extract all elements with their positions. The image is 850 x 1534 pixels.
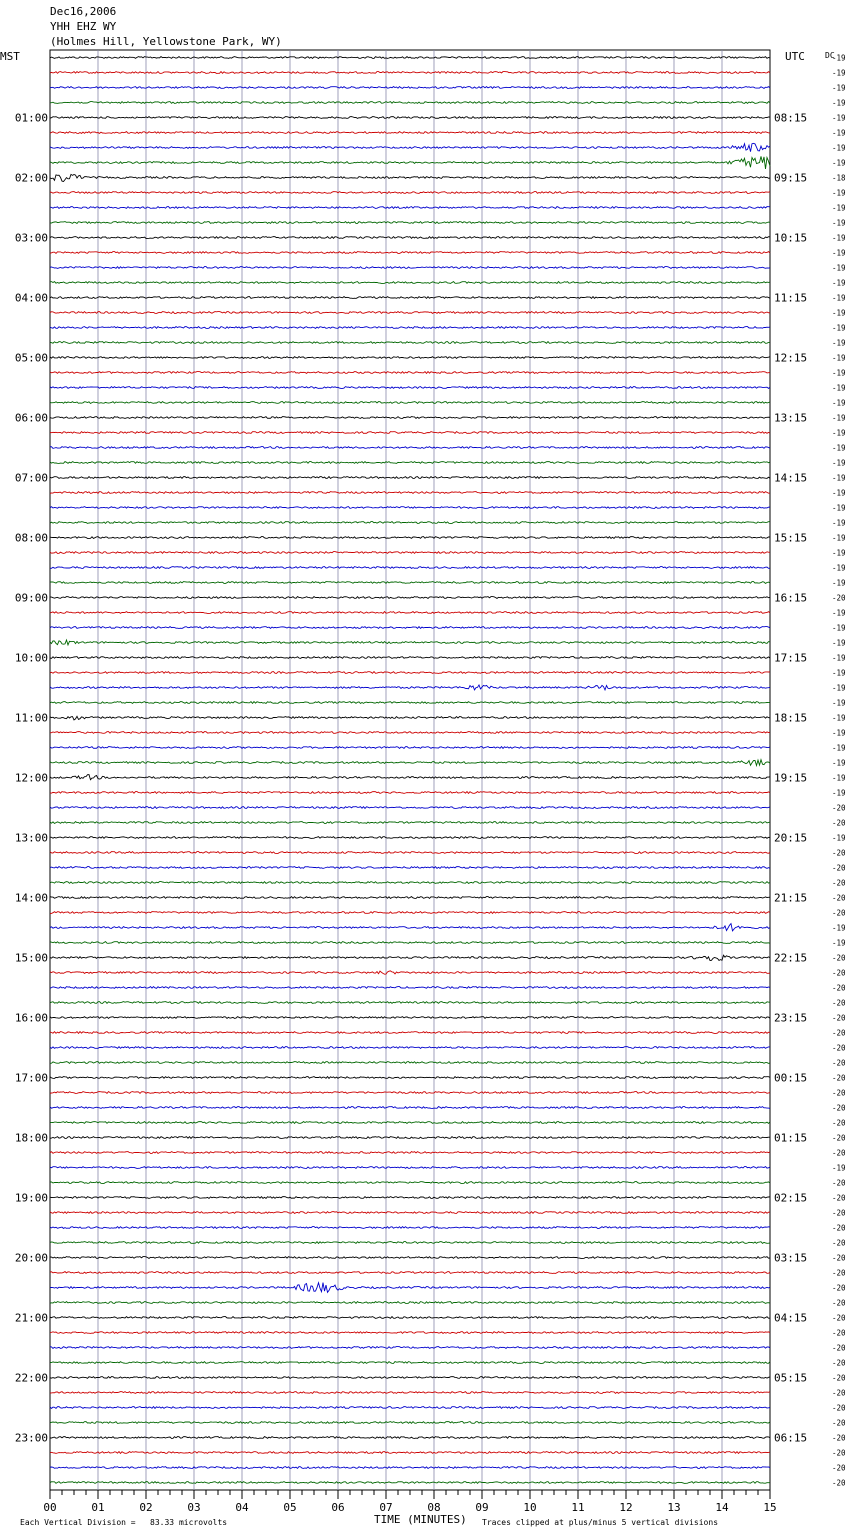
dc-offset-label: -19 [832, 113, 846, 123]
seismic-trace [50, 87, 770, 89]
seismic-trace [50, 282, 770, 284]
utc-hour-label: 01:15 [774, 1131, 808, 1145]
seismic-trace [50, 252, 770, 254]
dc-offset-label: -19 [832, 698, 846, 708]
dc-offset-label: -20 [832, 953, 846, 963]
dc-offset-label: -19 [832, 728, 846, 738]
seismic-trace [50, 1227, 770, 1229]
seismic-trace [50, 702, 770, 704]
dc-offset-label: -19 [832, 923, 846, 933]
dc-offset-label: -19 [832, 1163, 846, 1173]
seismic-trace [50, 612, 770, 614]
dc-offset-label: -19 [832, 53, 846, 63]
dc-offset-label: -20 [832, 1388, 846, 1398]
dc-offset-label: -20 [832, 1058, 846, 1068]
dc-offset-label: -19 [832, 473, 846, 483]
mst-hour-label: 13:00 [14, 831, 48, 845]
seismic-trace [50, 582, 770, 584]
seismic-trace [50, 1197, 770, 1199]
dc-offset-label: -19 [832, 683, 846, 693]
dc-offset-label: -20 [832, 1313, 846, 1323]
dc-offset-label: -18 [832, 173, 846, 183]
utc-hour-label: 11:15 [774, 291, 808, 305]
dc-offset-label: -20 [832, 863, 846, 873]
seismic-trace [50, 1302, 770, 1304]
dc-offset-label: -20 [832, 1433, 846, 1443]
seismic-trace [50, 685, 770, 690]
x-tick-label: 00 [43, 1501, 57, 1514]
seismic-trace [50, 1467, 770, 1469]
dc-offset-label: -20 [832, 1478, 846, 1488]
seismic-trace [50, 837, 770, 839]
record-date: Dec16,2006 [50, 5, 117, 18]
mst-hour-label: 01:00 [14, 111, 48, 125]
x-axis-title: TIME (MINUTES) [374, 1513, 467, 1526]
x-tick-label: 15 [763, 1501, 777, 1514]
seismic-trace [50, 640, 770, 645]
mst-hour-label: 14:00 [14, 891, 48, 905]
dc-offset-label: -19 [832, 98, 846, 108]
dc-offset-label: -20 [832, 1223, 846, 1233]
dc-offset-label: -19 [832, 623, 846, 633]
seismic-trace [50, 102, 770, 104]
plot-frame [50, 50, 770, 1490]
dc-offset-label: -19 [832, 68, 846, 78]
seismic-trace [50, 57, 770, 59]
seismic-trace [50, 432, 770, 434]
dc-offset-label: -20 [832, 1178, 846, 1188]
dc-offset-label: -19 [832, 938, 846, 948]
seismic-trace [50, 1283, 770, 1293]
mst-hour-label: 10:00 [14, 651, 48, 665]
seismic-trace [50, 627, 770, 629]
mst-hour-label: 19:00 [14, 1191, 48, 1205]
dc-offset-label: -19 [832, 563, 846, 573]
utc-hour-label: 08:15 [774, 111, 808, 125]
seismic-trace [50, 912, 770, 914]
dc-offset-label: -20 [832, 893, 846, 903]
mst-hour-label: 12:00 [14, 771, 48, 785]
utc-axis-label: UTC [785, 50, 805, 63]
dc-offset-label: -19 [832, 218, 846, 228]
seismic-trace [50, 1212, 770, 1214]
dc-offset-label: -19 [832, 83, 846, 93]
utc-hour-label: 09:15 [774, 171, 808, 185]
dc-offset-label: -20 [832, 1208, 846, 1218]
utc-hour-label: 22:15 [774, 951, 808, 965]
seismic-trace [50, 1137, 770, 1139]
dc-offset-label: -20 [832, 1043, 846, 1053]
dc-offset-label: -20 [832, 818, 846, 828]
utc-hour-label: 04:15 [774, 1311, 808, 1325]
seismic-trace [50, 1317, 770, 1319]
dc-offset-label: -19 [832, 533, 846, 543]
dc-offset-label: -19 [832, 338, 846, 348]
dc-offset-label: -20 [832, 1403, 846, 1413]
seismic-trace [50, 237, 770, 239]
dc-offset-label: -19 [832, 158, 846, 168]
mst-hour-label: 02:00 [14, 171, 48, 185]
dc-offset-label: -19 [832, 413, 846, 423]
dc-offset-label: -20 [832, 1088, 846, 1098]
utc-hour-label: 20:15 [774, 831, 808, 845]
seismic-trace [50, 207, 770, 209]
dc-offset-label: -19 [832, 233, 846, 243]
utc-hour-label: 06:15 [774, 1431, 808, 1445]
dc-offset-label: -20 [832, 1418, 846, 1428]
seismic-trace [50, 312, 770, 314]
traces-group [50, 57, 770, 1484]
utc-hour-label: 17:15 [774, 651, 808, 665]
seismic-trace [50, 747, 770, 749]
x-tick-label: 07 [379, 1501, 393, 1514]
mst-axis-label: MST [0, 50, 20, 63]
dc-offset-label: -19 [832, 323, 846, 333]
dc-offset-label: -19 [832, 638, 846, 648]
dc-offset-label: -20 [832, 1118, 846, 1128]
seismic-trace [50, 897, 770, 899]
utc-hour-label: 14:15 [774, 471, 808, 485]
seismic-trace [50, 222, 770, 224]
seismic-trace [50, 1257, 770, 1259]
dc-offset-label: -20 [832, 1133, 846, 1143]
dc-offset-label: -20 [832, 1463, 846, 1473]
seismic-trace [50, 1377, 770, 1379]
seismic-trace [50, 1077, 770, 1079]
seismic-trace [50, 567, 770, 569]
dc-offset-label: -19 [832, 308, 846, 318]
seismic-trace [50, 924, 770, 931]
seismic-trace [50, 537, 770, 539]
seismic-trace [50, 1332, 770, 1334]
seismic-trace [50, 462, 770, 464]
dc-offset-label: -19 [832, 368, 846, 378]
dc-offset-label: -19 [832, 743, 846, 753]
dc-offset-label: -19 [832, 188, 846, 198]
mst-hour-label: 11:00 [14, 711, 48, 725]
mst-hour-label: 08:00 [14, 531, 48, 545]
mst-hour-label: 23:00 [14, 1431, 48, 1445]
x-tick-label: 03 [187, 1501, 201, 1514]
seismic-trace [50, 507, 770, 509]
dc-offset-label: -19 [832, 203, 846, 213]
dc-offset-label: -20 [832, 1253, 846, 1263]
utc-hour-label: 15:15 [774, 531, 808, 545]
seismic-trace [50, 192, 770, 194]
seismic-trace [50, 657, 770, 659]
dc-offset-label: -19 [832, 278, 846, 288]
seismic-trace [50, 867, 770, 869]
mst-hour-label: 06:00 [14, 411, 48, 425]
x-tick-label: 06 [331, 1501, 345, 1514]
mst-hour-label: 20:00 [14, 1251, 48, 1265]
dc-offset-label: -20 [832, 1268, 846, 1278]
dc-offset-label: -19 [832, 713, 846, 723]
dc-offset-label: -19 [832, 248, 846, 258]
seismic-trace [50, 672, 770, 674]
seismic-trace [50, 792, 770, 794]
seismic-trace [50, 1122, 770, 1124]
x-tick-label: 10 [523, 1501, 537, 1514]
dc-offset-label: -19 [832, 833, 846, 843]
dc-offset-label: -19 [832, 263, 846, 273]
vertical-division-note: Each Vertical Division = 83.33 microvolts [20, 1518, 228, 1527]
mst-hour-label: 03:00 [14, 231, 48, 245]
dc-offset-label: -19 [832, 458, 846, 468]
x-tick-label: 04 [235, 1501, 249, 1514]
seismic-trace [50, 174, 770, 181]
dc-offset-label: -20 [832, 1373, 846, 1383]
utc-hour-label: 19:15 [774, 771, 808, 785]
seismic-trace [50, 1092, 770, 1094]
dc-offset-label: -19 [832, 398, 846, 408]
seismic-trace [50, 1032, 770, 1034]
utc-hour-label: 12:15 [774, 351, 808, 365]
seismic-trace [50, 1392, 770, 1394]
dc-offset-label: -19 [832, 143, 846, 153]
utc-hour-label: 23:15 [774, 1011, 808, 1025]
seismic-trace [50, 417, 770, 419]
x-tick-label: 08 [427, 1501, 441, 1514]
seismic-trace [50, 1047, 770, 1049]
dc-offset-label: -19 [832, 758, 846, 768]
dc-offset-label: -20 [832, 878, 846, 888]
seismic-trace [50, 971, 770, 974]
mst-hour-label: 15:00 [14, 951, 48, 965]
dc-offset-label: -20 [832, 1238, 846, 1248]
dc-offset-label: -19 [832, 668, 846, 678]
x-tick-label: 01 [91, 1501, 105, 1514]
dc-offset-label: -20 [832, 1298, 846, 1308]
seismic-trace [50, 327, 770, 329]
dc-offset-label: -20 [832, 983, 846, 993]
dc-label: DC [825, 51, 835, 60]
seismic-trace [50, 1002, 770, 1004]
seismic-trace [50, 882, 770, 884]
seismic-trace [50, 1407, 770, 1409]
x-tick-label: 11 [571, 1501, 585, 1514]
dc-offset-label: -20 [832, 593, 846, 603]
seismic-trace [50, 132, 770, 134]
dc-offset-label: -20 [832, 908, 846, 918]
dc-offset-label: -19 [832, 443, 846, 453]
dc-offset-label: -19 [832, 608, 846, 618]
seismic-trace [50, 357, 770, 359]
dc-offset-label: -20 [832, 1013, 846, 1023]
seismic-trace [50, 117, 770, 119]
dc-offset-label: -20 [832, 1073, 846, 1083]
dc-offset-label: -19 [832, 488, 846, 498]
seismic-trace [50, 522, 770, 524]
dc-offset-label: -19 [832, 428, 846, 438]
dc-offset-label: -19 [832, 518, 846, 528]
seismic-trace [50, 822, 770, 824]
x-tick-label: 12 [619, 1501, 633, 1514]
seismic-trace [50, 297, 770, 299]
seismic-trace [50, 1362, 770, 1364]
x-tick-label: 09 [475, 1501, 489, 1514]
seismic-trace [50, 387, 770, 389]
seismic-trace [50, 955, 770, 960]
seismic-trace [50, 143, 770, 151]
mst-hour-label: 18:00 [14, 1131, 48, 1145]
seismic-trace [50, 732, 770, 734]
seismic-trace [50, 1437, 770, 1439]
seismic-trace [50, 1272, 770, 1274]
dc-offset-label: -20 [832, 1193, 846, 1203]
seismic-trace [50, 1107, 770, 1109]
seismic-trace [50, 156, 770, 169]
mst-hour-label: 04:00 [14, 291, 48, 305]
mst-hour-label: 22:00 [14, 1371, 48, 1385]
seismic-trace [50, 552, 770, 554]
seismic-trace [50, 807, 770, 809]
seismic-trace [50, 1182, 770, 1184]
x-tick-label: 13 [667, 1501, 681, 1514]
dc-offset-label: -19 [832, 548, 846, 558]
seismic-trace [50, 1482, 770, 1484]
x-tick-label: 14 [715, 1501, 729, 1514]
seismic-trace [50, 492, 770, 494]
seismic-trace [50, 987, 770, 989]
mst-hour-label: 09:00 [14, 591, 48, 605]
seismic-trace [50, 1167, 770, 1169]
station-location: (Holmes Hill, Yellowstone Park, WY) [50, 35, 282, 48]
dc-offset-label: -20 [832, 1448, 846, 1458]
dc-offset-label: -20 [832, 1343, 846, 1353]
dc-offset-label: -19 [832, 653, 846, 663]
seismic-trace [50, 447, 770, 449]
mst-hour-label: 16:00 [14, 1011, 48, 1025]
utc-hour-label: 02:15 [774, 1191, 808, 1205]
dc-offset-label: -19 [832, 578, 846, 588]
dc-offset-label: -19 [832, 128, 846, 138]
dc-offset-label: -20 [832, 1103, 846, 1113]
dc-offset-label: -19 [832, 293, 846, 303]
dc-offset-label: -20 [832, 1358, 846, 1368]
seismic-trace [50, 1017, 770, 1019]
x-tick-label: 02 [139, 1501, 153, 1514]
dc-offset-label: -20 [832, 1328, 846, 1338]
dc-offset-label: -19 [832, 353, 846, 363]
dc-offset-label: -19 [832, 383, 846, 393]
dc-offset-label: -19 [832, 773, 846, 783]
seismic-trace [50, 1347, 770, 1349]
utc-hour-label: 03:15 [774, 1251, 808, 1265]
mst-hour-label: 05:00 [14, 351, 48, 365]
seismic-trace [50, 1242, 770, 1244]
utc-hour-label: 16:15 [774, 591, 808, 605]
dc-offset-label: -20 [832, 803, 846, 813]
dc-offset-label: -19 [832, 503, 846, 513]
dc-offset-label: -20 [832, 848, 846, 858]
seismic-trace [50, 1422, 770, 1424]
dc-offset-label: -20 [832, 1148, 846, 1158]
station-code: YHH EHZ WY [50, 20, 117, 33]
seismic-trace [50, 775, 770, 780]
seismic-trace [50, 72, 770, 74]
dc-offset-label: -20 [832, 998, 846, 1008]
seismic-trace [50, 597, 770, 599]
mst-hour-label: 17:00 [14, 1071, 48, 1085]
seismic-trace [50, 402, 770, 404]
seismic-trace [50, 1152, 770, 1154]
utc-hour-label: 18:15 [774, 711, 808, 725]
utc-hour-label: 10:15 [774, 231, 808, 245]
axis-labels-group [15, 54, 846, 1515]
mst-hour-label: 21:00 [14, 1311, 48, 1325]
clipping-note: Traces clipped at plus/minus 5 vertical divisions [482, 1518, 719, 1527]
dc-offset-label: -20 [832, 1028, 846, 1038]
utc-hour-label: 13:15 [774, 411, 808, 425]
seismic-trace [50, 852, 770, 854]
x-tick-label: 05 [283, 1501, 297, 1514]
seismic-trace [50, 942, 770, 944]
utc-hour-label: 05:15 [774, 1371, 808, 1385]
utc-hour-label: 00:15 [774, 1071, 808, 1085]
seismic-trace [50, 372, 770, 374]
seismic-trace [50, 342, 770, 344]
utc-hour-label: 21:15 [774, 891, 808, 905]
dc-offset-label: -20 [832, 1283, 846, 1293]
mst-hour-label: 07:00 [14, 471, 48, 485]
seismic-trace [50, 267, 770, 269]
dc-offset-label: -19 [832, 788, 846, 798]
seismic-trace [50, 760, 770, 766]
seismic-trace [50, 716, 770, 720]
seismic-trace [50, 477, 770, 479]
seismic-trace [50, 1452, 770, 1454]
seismic-trace [50, 1062, 770, 1064]
dc-offset-label: -20 [832, 968, 846, 978]
